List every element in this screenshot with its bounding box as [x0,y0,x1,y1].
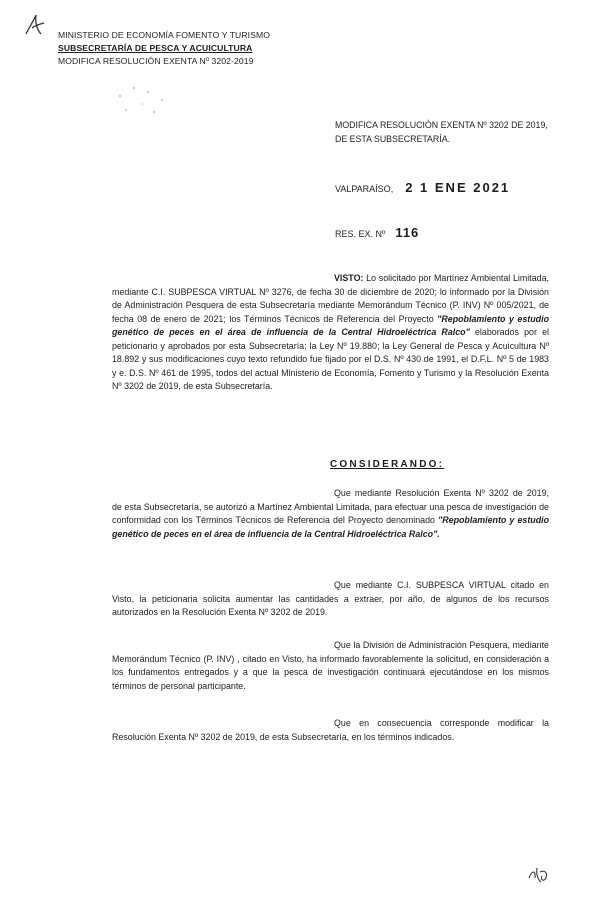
considerando-paragraph-3: Que la División de Administración Pesquera, mediante Memorándum Técnico (P. INV) , citado en Visto, ha informado favorablemente la solicitud, en consideración a los fundamentos entregados y a que la pesca de investigación continuará ejecutándose en los mismos términos de personal participante. [112,640,549,691]
document-subject-header: MODIFICA RESOLUCIÓN EXENTA Nº 3202-2019 [58,56,254,66]
signature-mark [22,12,48,38]
project-title-2: "Repoblamiento y estudio genético de peces en el área de influencia de la Central Hidroeléctrica Ralco". [112,515,550,539]
reference-subject: MODIFICA RESOLUCIÓN EXENTA Nº 3202 DE 2019, DE ESTA SUBSECRETARÍA. [335,120,548,144]
faint-stamp-mark [112,82,172,117]
subsecretaria-name: SUBSECRETARÍA DE PESCA Y ACUICULTURA [58,43,253,53]
place-label: VALPARAÍSO, [335,184,394,194]
resolution-number [335,225,419,240]
project-title: "Repoblamiento y estudio genético de peces en el área de influencia de la Central Hidroeléctrica Ralco" [112,313,549,337]
date-stamp: 2 1 ENE 2021 [405,180,511,195]
considerando-paragraph-2: Que mediante C.I. SUBPESCA VIRTUAL citado en Visto, la peticionaria solicita aumentar las cantidades a extraer, por año, de algunos de los recursos autorizados en la Resolución Exenta Nº 3202 de 2019. [112,580,549,617]
ministry-name: MINISTERIO DE ECONOMÍA FOMENTO Y TURISMO [58,30,271,40]
visto-paragraph: VISTO: Lo solicitado por Martínez Ambiental Limitada, mediante C.I. SUBPESCA VIRTUAL Nº 3276, de fecha 30 de diciembre de 2020; lo informado por la División de Administración Pesquera de esta Subsecretaría mediante Memorándum Técnico (P. INV) Nº 005/2021, de fecha 08 de enero de 2021; los Términos Técnicos de Referencia del Proyecto "Repoblamiento y estudio genético de peces en el área de influencia de la Central Hidroeléctrica Ralco" elaborados por el peticionario y aprobados por esta Subsecretaría; la Ley Nº 19.880; la Ley General de Pesca y Acuicultura Nº 18.892 y sus modificaciones cuyo texto refundido fue fijado por el D.S. Nº 430 de 1991, el D.F.L. Nº 5 de 1983 y e. D.S. Nº 461 de 1995, todos del actual Ministerio de Economía, Fomento y Turismo y la Resolución Exenta Nº 3202 de 2019, de esta Subsecretaría. [112,273,549,391]
resolution-value: 116 [395,225,420,240]
considerando-heading: CONSIDERANDO: [330,459,445,470]
resolution-label: RES. EX. Nº [335,229,386,239]
considerando-paragraph-4: Que en consecuencia corresponde modificar la Resolución Exenta Nº 3202 de 2019, de esta Subsecretaría, en los términos indicados. [112,718,549,742]
handwritten-initials-mark [526,862,552,886]
considerando-paragraph-1: Que mediante Resolución Exenta Nº 3202 de 2019, de esta Subsecretaría, se autorizó a Martínez Ambiental Limitada, para efectuar una pesca de investigación de conformidad con los Términos Técnicos de Referencia del Proyecto denominado "Repoblamiento y estudio genético de peces en el área de influencia de la Central Hidroeléctrica Ralco". [112,488,550,539]
visto-label: VISTO: [334,273,364,283]
place-date [335,180,510,195]
